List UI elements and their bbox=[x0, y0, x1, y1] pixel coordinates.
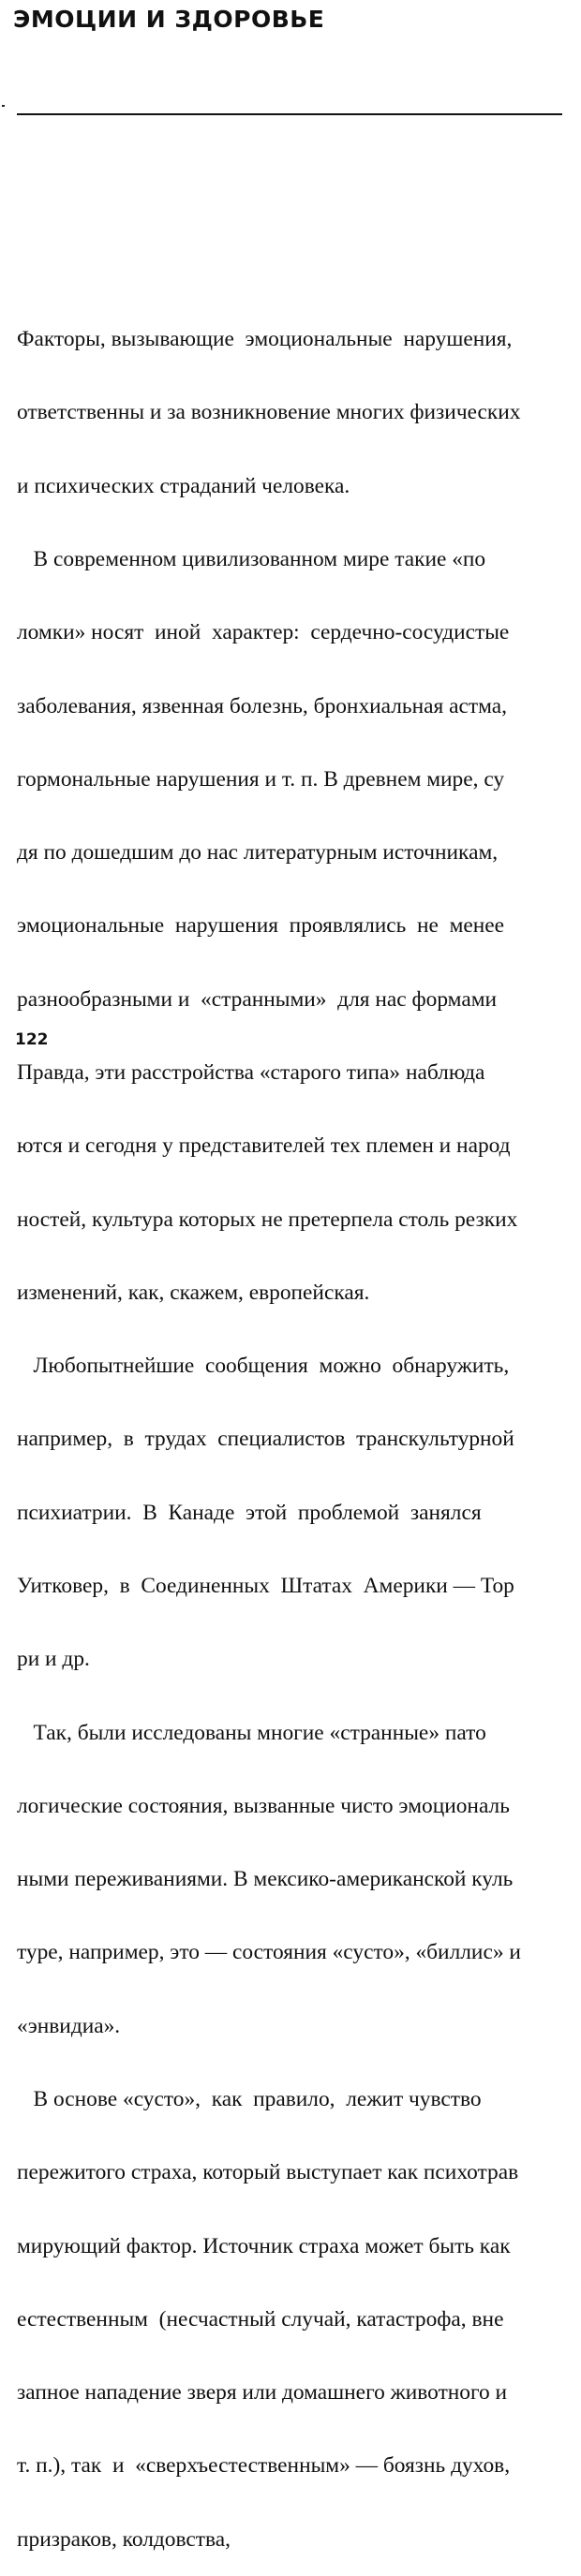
text-line: запное нападение зверя или домашнего животного и bbox=[17, 2380, 508, 2406]
text-line: призраков, колдовства, bbox=[17, 2526, 231, 2552]
text-line: например, в трудах специалистов транскультурной bbox=[17, 1427, 514, 1452]
text-line: ответственны и за возникновение многих физических bbox=[17, 400, 521, 425]
text-line: туре, например, это — состояния «сусто», «биллис» и bbox=[17, 1940, 521, 1965]
text-line: пережитого страха, который выступает как психотрав bbox=[17, 2160, 519, 2185]
text-line: гормональные нарушения и т. п. В древнем мире, су bbox=[17, 766, 505, 792]
text-line: разнообразными и «странными» для нас формами bbox=[17, 986, 498, 1012]
text-line: и психических страданий человека. bbox=[17, 473, 350, 498]
text-line: логические состояния, вызванные чисто эмоциональ bbox=[17, 1793, 510, 1818]
page-number: 122 bbox=[15, 1030, 49, 1049]
text-line: ными переживаниями. В мексико-американской куль bbox=[17, 1867, 514, 1892]
running-title: ЭМОЦИИ И ЗДОРОВЬЕ bbox=[13, 6, 325, 33]
text-line: естественным (несчастный случай, катастрофа, вне bbox=[17, 2306, 504, 2332]
text-line: мирующий фактор. Источник страха может быть как bbox=[17, 2233, 511, 2258]
text-line: т. п.), так и «сверхъестественным» — боязнь духов, bbox=[17, 2453, 511, 2479]
text-line: «энвидиа». bbox=[17, 2013, 121, 2038]
text-line: ностей, культура которых не претерпела столь резких bbox=[17, 1207, 518, 1232]
text-line: Правда, эти расстройства «старого типа» наблюда bbox=[17, 1060, 485, 1085]
text-line: изменений, как, скажем, европейская. bbox=[17, 1280, 370, 1305]
text-line: В современном цивилизованном мире такие «по bbox=[17, 547, 486, 572]
text-line: Так, были исследованы многие «странные» пато bbox=[17, 1720, 486, 1745]
text-line: ломки» носят иной характер: сердечно-сосудистые bbox=[17, 620, 510, 645]
text-line: В основе «сусто», как правило, лежит чувство bbox=[17, 2086, 482, 2111]
print-speck bbox=[2, 105, 5, 107]
text-line: ются и сегодня у представителей тех племен и народ bbox=[17, 1133, 511, 1159]
body-text bbox=[17, 278, 581, 2576]
text-line: дя по дошедшим до нас литературным источникам, bbox=[17, 840, 499, 866]
text-line: Факторы, вызывающие эмоциональные нарушения, bbox=[17, 327, 513, 352]
text-line: ри и др. bbox=[17, 1647, 90, 1672]
text-line: психиатрии. В Канаде этой проблемой занялся bbox=[17, 1500, 482, 1525]
header-rule bbox=[17, 113, 562, 115]
text-line: Любопытнейшие сообщения можно обнаружить, bbox=[17, 1354, 510, 1379]
text-line: Уитковер, в Соединенных Штатах Америки — Тор bbox=[17, 1573, 514, 1598]
text-line: эмоциональные нарушения проявлялись не менее bbox=[17, 913, 505, 939]
text-line: заболевания, язвенная болезнь, бронхиальная астма, bbox=[17, 693, 507, 718]
